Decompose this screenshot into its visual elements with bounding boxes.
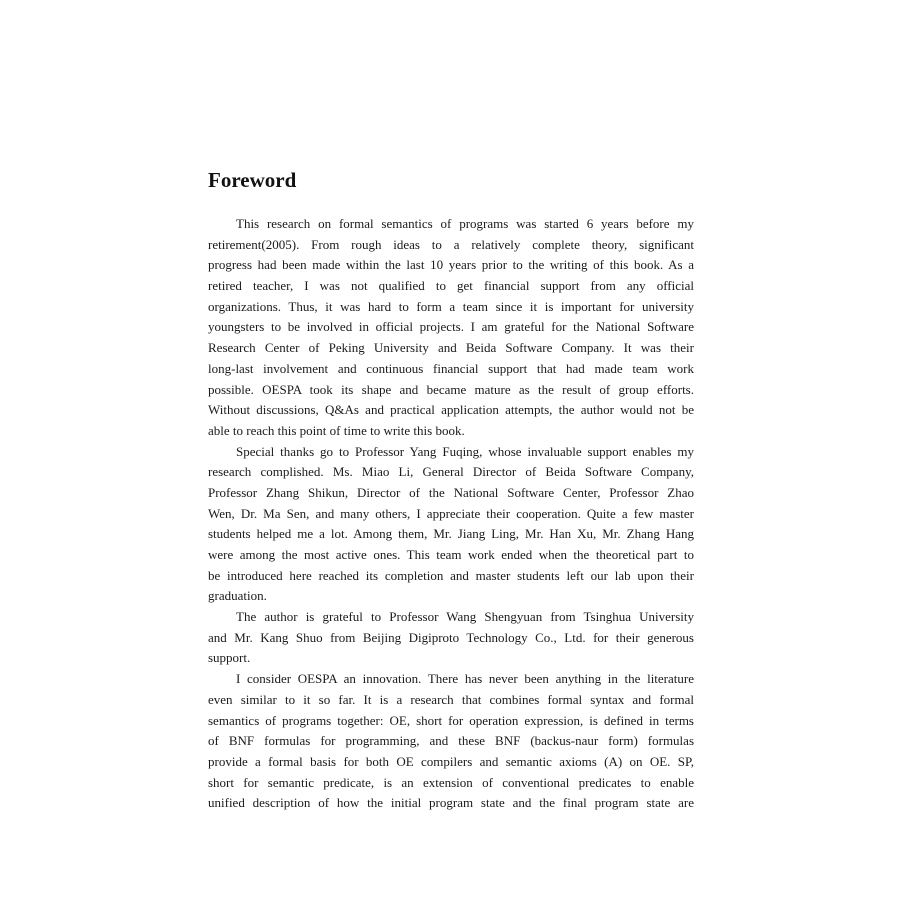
text-line: graduation. — [208, 588, 267, 604]
text-line: provide a formal basis for both OE compilers and semantic axioms (A) on OE. SP, — [208, 753, 694, 769]
text-line: I consider OESPA an innovation. There has never been anything in the literature — [236, 671, 694, 687]
text-line: long-last involvement and continuous financial support that had made team work — [208, 360, 694, 376]
text-line: Special thanks go to Professor Yang Fuqing, whose invaluable support enables my — [236, 443, 694, 459]
text-line: youngsters to be involved in official projects. I am grateful for the National Software — [208, 319, 694, 335]
text-line: semantics of programs together: OE, short for operation expression, is defined in terms — [208, 712, 694, 728]
text-line: support. — [208, 650, 251, 666]
text-line: even similar to it so far. It is a research that combines formal syntax and formal — [208, 691, 694, 707]
text-line: able to reach this point of time to write this book. — [208, 422, 465, 438]
text-line: students helped me a lot. Among them, Mr. Jiang Ling, Mr. Han Xu, Mr. Zhang Hang — [208, 526, 694, 542]
text-line: retired teacher, I was not qualified to get financial support from any official — [208, 278, 694, 294]
foreword-body — [208, 214, 694, 814]
text-line: Professor Zhang Shikun, Director of the National Software Center, Professor Zhao — [208, 484, 694, 500]
text-line: possible. OESPA took its shape and became mature as the result of group efforts. — [208, 381, 694, 397]
page-title: Foreword — [208, 168, 297, 192]
text-line: retirement(2005). From rough ideas to a relatively complete theory, significant — [208, 236, 694, 252]
text-line: of BNF formulas for programming, and these BNF (backus-naur form) formulas — [208, 733, 694, 749]
text-line: and Mr. Kang Shuo from Beijing Digiproto Technology Co., Ltd. for their generous — [208, 629, 694, 645]
text-line: Research Center of Peking University and Beida Software Company. It was their — [208, 340, 694, 356]
text-line: This research on formal semantics of programs was started 6 years before my — [236, 216, 694, 231]
text-line: unified description of how the initial program state and the final program state are — [208, 795, 694, 811]
text-line: The author is grateful to Professor Wang Shengyuan from Tsinghua University — [236, 609, 694, 625]
text-line: short for semantic predicate, is an extension of conventional predicates to enable — [208, 774, 694, 790]
text-line: Wen, Dr. Ma Sen, and many others, I appreciate their cooperation. Quite a few master — [208, 505, 694, 521]
text-line: research complished. Ms. Miao Li, General Director of Beida Software Company, — [208, 464, 694, 480]
text-line: progress had been made within the last 10 years prior to the writing of this book. As a — [208, 257, 694, 273]
text-line: be introduced here reached its completion and master students left our lab upon their — [208, 567, 694, 583]
text-line: organizations. Thus, it was hard to form a team since it is important for university — [208, 298, 694, 314]
text-line: were among the most active ones. This team work ended when the theoretical part to — [208, 547, 694, 562]
text-line: Without discussions, Q&As and practical application attempts, the author would not be — [208, 402, 694, 418]
